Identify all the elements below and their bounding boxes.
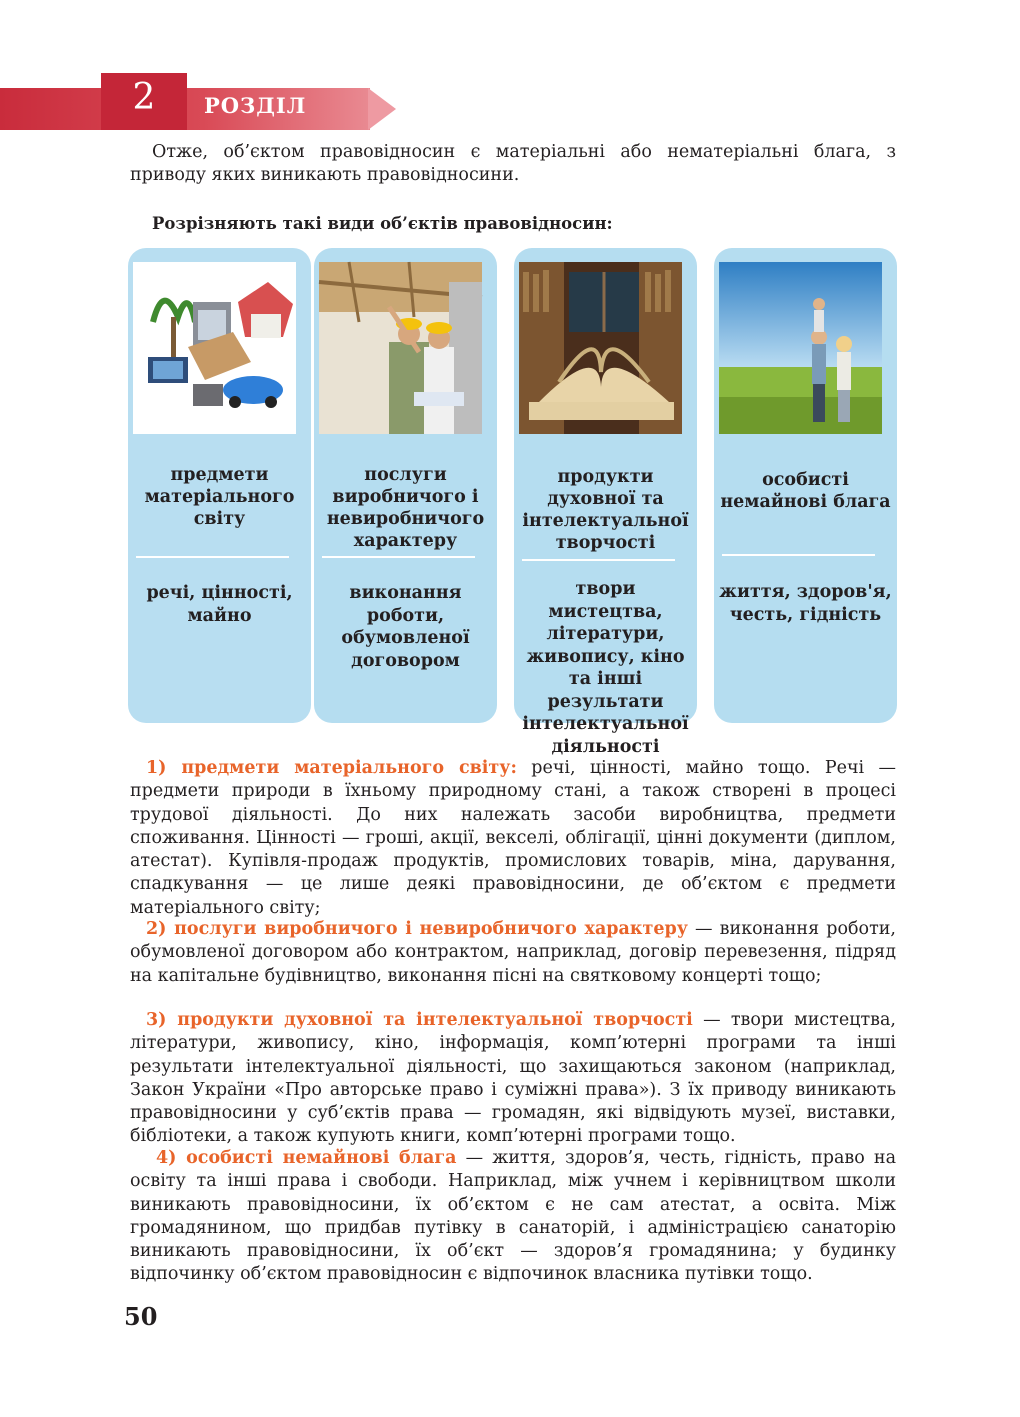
item-text: речі, цінності, майно тощо. Речі — предмети природи в їхньому природному стані, а також створені в процесі трудової діяльності. До них належать засоби виробництва, предмети споживання. Цінності — гроші, акції, векселі, облігації, цінні документи (диплом, атестат). Купівля-продаж продуктів, промислових товарів, міна, дарування, спадкування — це лише деякі правовідносини, де об’єктом є предмети матеріального світу;	[130, 758, 896, 918]
card-title: предмети матеріального світу	[144, 465, 295, 529]
card-description: життя, здоров'я, честь, гідність	[719, 582, 892, 625]
card-divider	[322, 556, 475, 558]
card-title: особисті немайнові блага	[720, 470, 891, 512]
item-term: 2) послуги виробничого і невиробничого характеру	[146, 919, 688, 939]
list-item	[130, 1147, 896, 1287]
item-text: — виконання роботи, обумовленої договором або контрактом, наприклад, договір перевезення, підряд на капітальне будівництво, виконання пісні на святковому концерті тощо;	[130, 919, 896, 986]
banner-arrow-shape	[368, 88, 396, 130]
card-title: послуги виробничого і невиробничого характеру	[326, 465, 485, 551]
list-item	[130, 757, 896, 920]
chapter-banner	[0, 73, 400, 131]
item-text: — твори мистецтва, літератури, живопису, кіно, інформація, комп’ютерні програми та інші результати інтелектуальної діяльності, що захищаються законом (наприклад, Закон України «Про авторське право і суміжні права»). З їх приводу виникають правовідносини у суб’єктів права — громадян, які відвідують музеї, виставки, бібліотеки, а також купують книги, комп’ютерні програми тощо.	[130, 1010, 896, 1147]
card-services	[314, 248, 497, 723]
chapter-title: РОЗДІЛ	[204, 93, 307, 118]
list-item	[130, 1009, 896, 1149]
list-item	[130, 918, 896, 988]
card-description: виконання роботи, обумовленої договором	[341, 583, 470, 671]
item-term: 4) особисті немайнові блага	[156, 1148, 457, 1168]
books-illustration	[519, 262, 682, 434]
material-goods-illustration	[133, 262, 296, 434]
card-material-objects	[128, 248, 311, 723]
item-term: 1) предмети матеріального світу:	[146, 758, 517, 778]
intro-paragraph: Отже, об’єктом правовідносин є матеріальні або нематеріальні блага, з приводу яких виникають правовідносини.	[130, 142, 896, 186]
card-divider	[722, 554, 875, 556]
item-term: 3) продукти духовної та інтелектуальної творчості	[146, 1010, 693, 1030]
card-description: речі, цінності, майно	[146, 583, 293, 626]
builders-illustration	[319, 262, 482, 434]
page-number: 50	[124, 1302, 158, 1331]
card-divider	[522, 559, 675, 561]
chapter-number: 2	[101, 73, 187, 130]
card-description: твори мистецтва, літератури, живопису, кіно та інші результати інтелектуальної діяльності	[522, 579, 689, 757]
types-heading: Розрізняють такі види об’єктів правовідносин:	[152, 214, 613, 233]
card-personal-benefits	[714, 248, 897, 723]
item-text: — життя, здоров’я, честь, гідність, право на освіту та інші права і свободи. Наприклад, між учнем і керівництвом школи виникають правовідносини, їх об’єктом є не сам атестат, а освіта. Між громадянином, що придбав путівку в санаторій, і адміністрацією санаторію виникають правовідносини, їх об’єкт — здоров’я громадянина; у будинку відпочинку об’єктом правовідносин є відпочинок власника путівки тощо.	[130, 1148, 897, 1285]
card-title: продукти духовної та інтелектуальної творчості	[522, 467, 689, 553]
family-illustration	[719, 262, 882, 434]
card-divider	[136, 556, 289, 558]
card-creative-products	[514, 248, 697, 757]
